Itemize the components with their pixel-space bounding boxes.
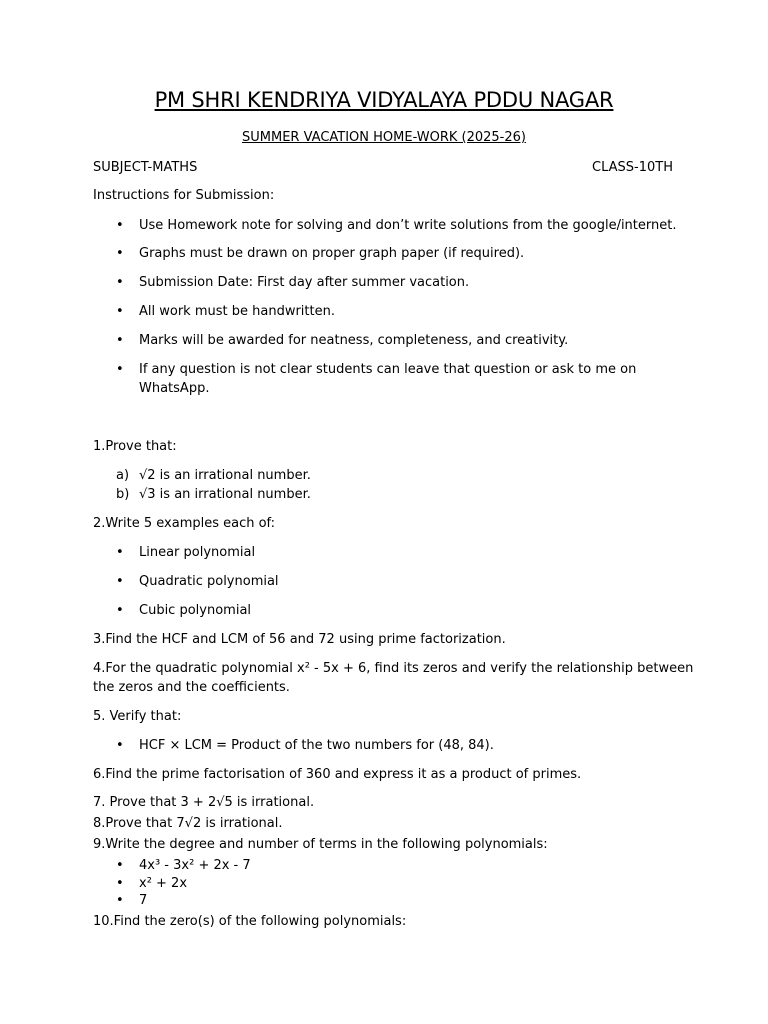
list-item: 4x³ - 3x² + 2x - 7 — [139, 858, 251, 873]
bullet-icon — [116, 893, 124, 908]
sub-question-a: √2 is an irrational number. — [139, 468, 311, 483]
question-3: 3.Find the HCF and LCM of 56 and 72 using prime factorization. — [93, 632, 506, 647]
instruction-item: Graphs must be drawn on proper graph paper (if required). — [139, 246, 525, 261]
instruction-item: Use Homework note for solving and don’t write solutions from the google/internet. — [139, 218, 677, 233]
list-item: Cubic polynomial — [139, 603, 252, 618]
bullet-icon — [116, 304, 124, 319]
list-item: x² + 2x — [139, 876, 188, 891]
question-4: 4.For the quadratic polynomial x² - 5x + 6, find its zeros and verify the relationship between — [93, 661, 694, 676]
sub-label-a: a) — [116, 468, 130, 483]
instruction-item: Submission Date: First day after summer vacation. — [139, 275, 470, 290]
bullet-icon — [116, 858, 124, 873]
bullet-icon — [116, 738, 124, 753]
instruction-item-continued: WhatsApp. — [139, 381, 210, 396]
school-title: PM SHRI KENDRIYA VIDYALAYA PDDU NAGAR — [154, 88, 614, 112]
class-label: CLASS-10TH — [592, 160, 673, 175]
bullet-icon — [116, 246, 124, 261]
bullet-icon — [116, 333, 124, 348]
bullet-icon — [116, 275, 124, 290]
question-6: 6.Find the prime factorisation of 360 and express it as a product of primes. — [93, 767, 582, 782]
bullet-icon — [116, 876, 124, 891]
homework-title: SUMMER VACATION HOME-WORK (2025-26) — [242, 130, 526, 145]
question-8: 8.Prove that 7√2 is irrational. — [93, 816, 283, 831]
question-7: 7. Prove that 3 + 2√5 is irrational. — [93, 795, 315, 810]
bullet-icon — [116, 545, 124, 560]
instruction-item: All work must be handwritten. — [139, 304, 335, 319]
bullet-icon — [116, 218, 124, 233]
question-4-continued: the zeros and the coefficients. — [93, 680, 290, 695]
instructions-heading: Instructions for Submission: — [93, 188, 275, 203]
question-2: 2.Write 5 examples each of: — [93, 516, 276, 531]
question-1: 1.Prove that: — [93, 439, 177, 454]
question-9: 9.Write the degree and number of terms in the following polynomials: — [93, 837, 548, 852]
bullet-icon — [116, 603, 124, 618]
bullet-icon — [116, 362, 124, 377]
question-10: 10.Find the zero(s) of the following polynomials: — [93, 914, 407, 929]
sub-label-b: b) — [116, 487, 130, 502]
list-item: Linear polynomial — [139, 545, 256, 560]
list-item: 7 — [139, 893, 148, 908]
instruction-item: If any question is not clear students can leave that question or ask to me on — [139, 362, 637, 377]
sub-question-b: √3 is an irrational number. — [139, 487, 311, 502]
bullet-icon — [116, 574, 124, 589]
list-item: HCF × LCM = Product of the two numbers for (48, 84). — [139, 738, 494, 753]
question-5: 5. Verify that: — [93, 709, 182, 724]
subject-label: SUBJECT-MATHS — [93, 160, 198, 175]
instruction-item: Marks will be awarded for neatness, completeness, and creativity. — [139, 333, 569, 348]
list-item: Quadratic polynomial — [139, 574, 279, 589]
